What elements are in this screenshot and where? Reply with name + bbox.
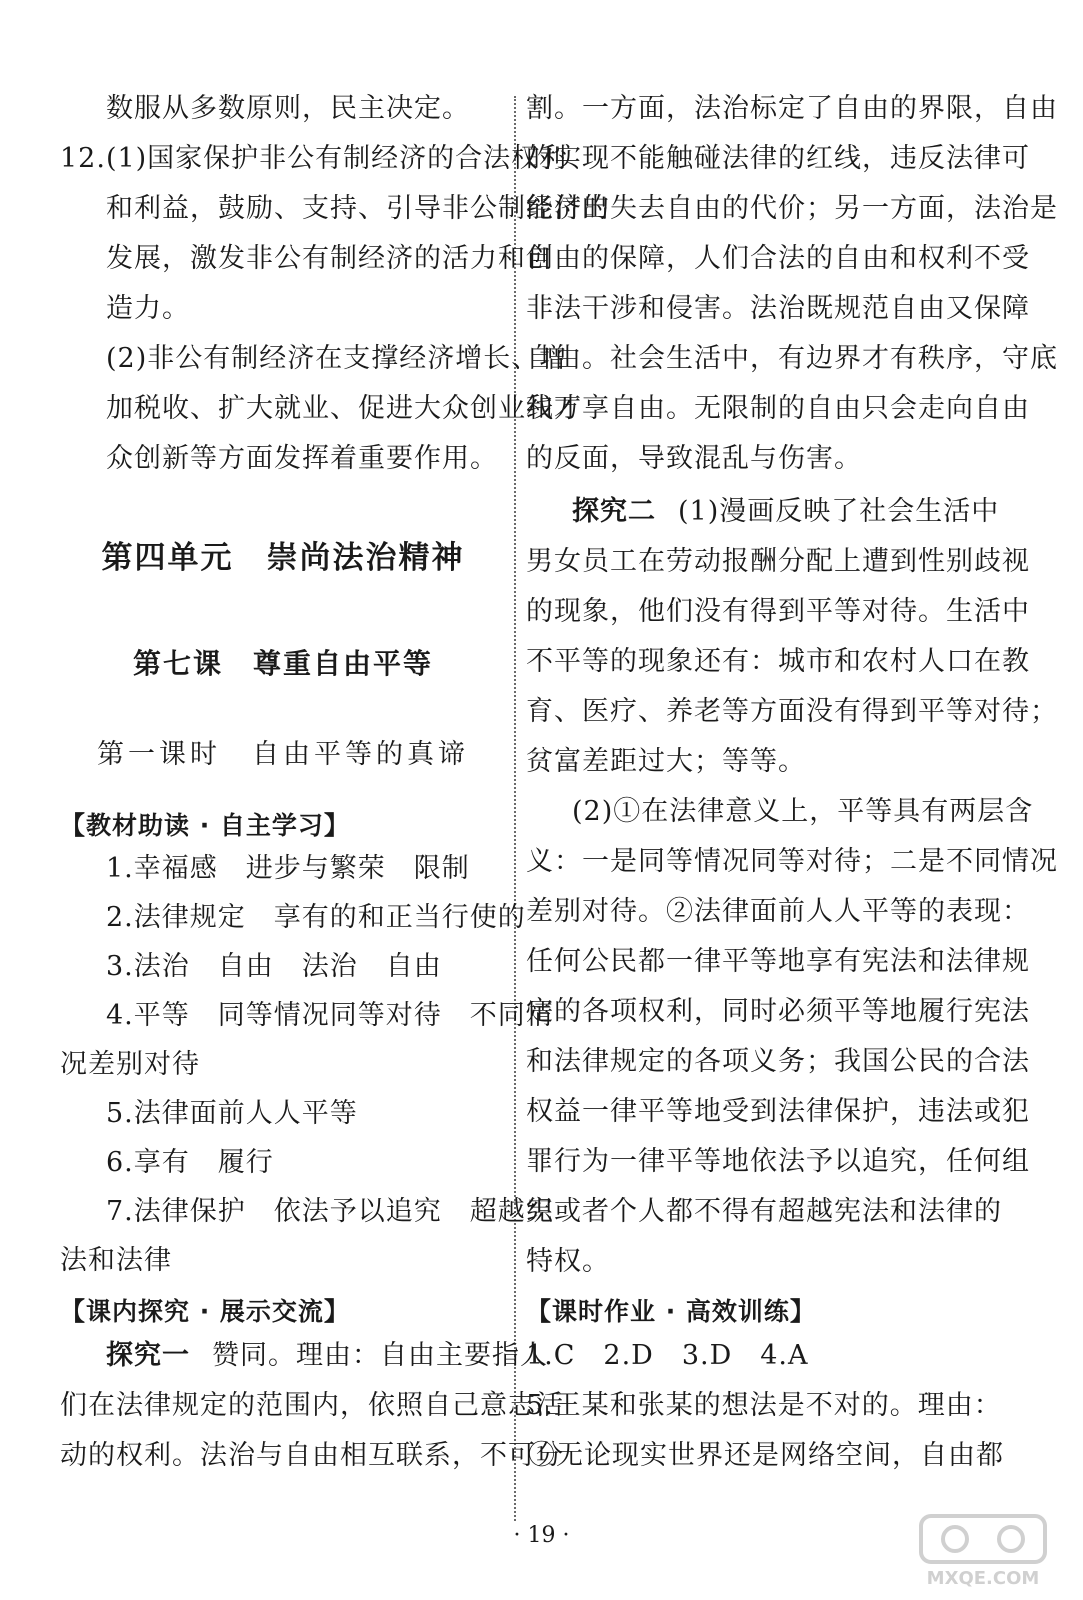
answer-line: 3.法治 自由 法治 自由 <box>106 951 442 982</box>
watermark-text: MXQE.COM <box>926 1568 1040 1589</box>
text-line: 定的各项权利，同时必须平等地履行宪法 <box>526 996 1030 1027</box>
explore-2-line: 贫富差距过大；等等。 <box>526 746 806 777</box>
text-line: 非法干涉和侵害。法治既规范自由又保障 <box>526 293 1030 324</box>
text-line: 线才享自由。无限制的自由只会走向自由 <box>526 393 1030 424</box>
text-line: 权益一律平等地受到法律保护，违法或犯 <box>526 1096 1030 1127</box>
explore-1-line <box>60 1331 548 1381</box>
section-heading-explore: 【课内探究 · 展示交流】 <box>60 1297 350 1326</box>
explore-1-text: 赞同。理由：自由主要指人 <box>212 1340 548 1371</box>
column-divider <box>514 96 516 1521</box>
text-line: 罪行为一律平等地依法予以追究，任何组 <box>526 1146 1030 1177</box>
text-line: 的实现不能触碰法律的红线，违反法律可 <box>526 143 1030 174</box>
question-12-2-line: 众创新等方面发挥着重要作用。 <box>106 443 498 474</box>
text-line: 数服从多数原则，民主决定。 <box>106 93 470 124</box>
explore-2-line: 不平等的现象还有：城市和农村人口在教 <box>526 646 1030 677</box>
question-12-1-line: 12.(1)国家保护非公有制经济的合法权利 <box>60 143 568 174</box>
question-12-1-line: 和利益，鼓励、支持、引导非公制经济的 <box>106 193 610 224</box>
answer-line: 1.幸福感 进步与繁荣 限制 <box>106 853 470 884</box>
question-5-line: ①无论现实世界还是网络空间，自由都 <box>528 1440 1004 1471</box>
question-12-1-line: 造力。 <box>106 293 190 324</box>
answer-line: 况差别对待 <box>60 1049 200 1080</box>
text-line: 差别对待。②法律面前人人平等的表现： <box>526 896 1030 927</box>
question-5-line: 5.王某和张某的想法是不对的。理由： <box>526 1390 1002 1421</box>
explore-1-label: 探究一 <box>106 1340 190 1371</box>
text-line: 织或者个人都不得有超越宪法和法律的 <box>526 1196 1002 1227</box>
explore-1-line: 动的权利。法治与自由相互联系，不可分 <box>60 1440 564 1471</box>
explore-2-line: 的现象，他们没有得到平等对待。生活中 <box>526 596 1030 627</box>
answer-line: 7.法律保护 依法予以追究 超越宪 <box>106 1196 554 1227</box>
section-heading-homework: 【课时作业 · 高效训练】 <box>526 1297 816 1326</box>
question-12-1-line: 发展，激发非公有制经济的活力和创 <box>106 243 554 274</box>
text-line: 自由的保障，人们合法的自由和权利不受 <box>526 243 1030 274</box>
text-line: 能付出失去自由的代价；另一方面，法治是 <box>526 193 1058 224</box>
section-heading-textbook: 【教材助读 · 自主学习】 <box>60 811 350 840</box>
text-line: 自由。社会生活中，有边界才有秩序，守底 <box>526 343 1058 374</box>
text-line: 割。一方面，法治标定了自由的界限，自由 <box>526 93 1058 124</box>
explore-2-line: 男女员工在劳动报酬分配上遭到性别歧视 <box>526 546 1030 577</box>
answer-line: 6.享有 履行 <box>106 1147 274 1178</box>
answer-line: 法和法律 <box>60 1245 172 1276</box>
explore-2-text: (1)漫画反映了社会生活中 <box>678 496 1000 527</box>
text-line: (2)①在法律意义上，平等具有两层含 <box>572 796 1034 827</box>
explore-1-line: 们在法律规定的范围内，依照自己意志活 <box>60 1390 564 1421</box>
unit-title: 第四单元 崇尚法治精神 <box>101 540 465 576</box>
explore-2-label: 探究二 <box>572 496 656 527</box>
watermark-logo <box>913 1512 1053 1590</box>
period-title: 第一课时 自由平等的真谛 <box>97 739 469 770</box>
page-number: · 19 · <box>513 1523 570 1548</box>
question-12-2-line: 加税收、扩大就业、促进大众创业和万 <box>106 393 582 424</box>
text-line: 特权。 <box>526 1246 610 1277</box>
explore-2-line: 育、医疗、养老等方面没有得到平等对待； <box>526 696 1058 727</box>
question-12-2-line: (2)非公有制经济在支撑经济增长、增 <box>106 343 568 374</box>
text-line: 的反面，导致混乱与伤害。 <box>526 443 862 474</box>
mc-answers: 1.C 2.D 3.D 4.A <box>526 1340 809 1371</box>
answer-line: 5.法律面前人人平等 <box>106 1098 358 1129</box>
text-line: 和法律规定的各项义务；我国公民的合法 <box>526 1046 1030 1077</box>
answer-line: 2.法律规定 享有的和正当行使的 <box>106 902 526 933</box>
text-line: 任何公民都一律平等地享有宪法和法律规 <box>526 946 1030 977</box>
answer-line: 4.平等 同等情况同等对待 不同情 <box>106 1000 554 1031</box>
lesson-title: 第七课 尊重自由平等 <box>132 647 433 680</box>
text-line: 义：一是同等情况同等对待；二是不同情况 <box>526 846 1058 877</box>
explore-2-line <box>526 487 1000 537</box>
